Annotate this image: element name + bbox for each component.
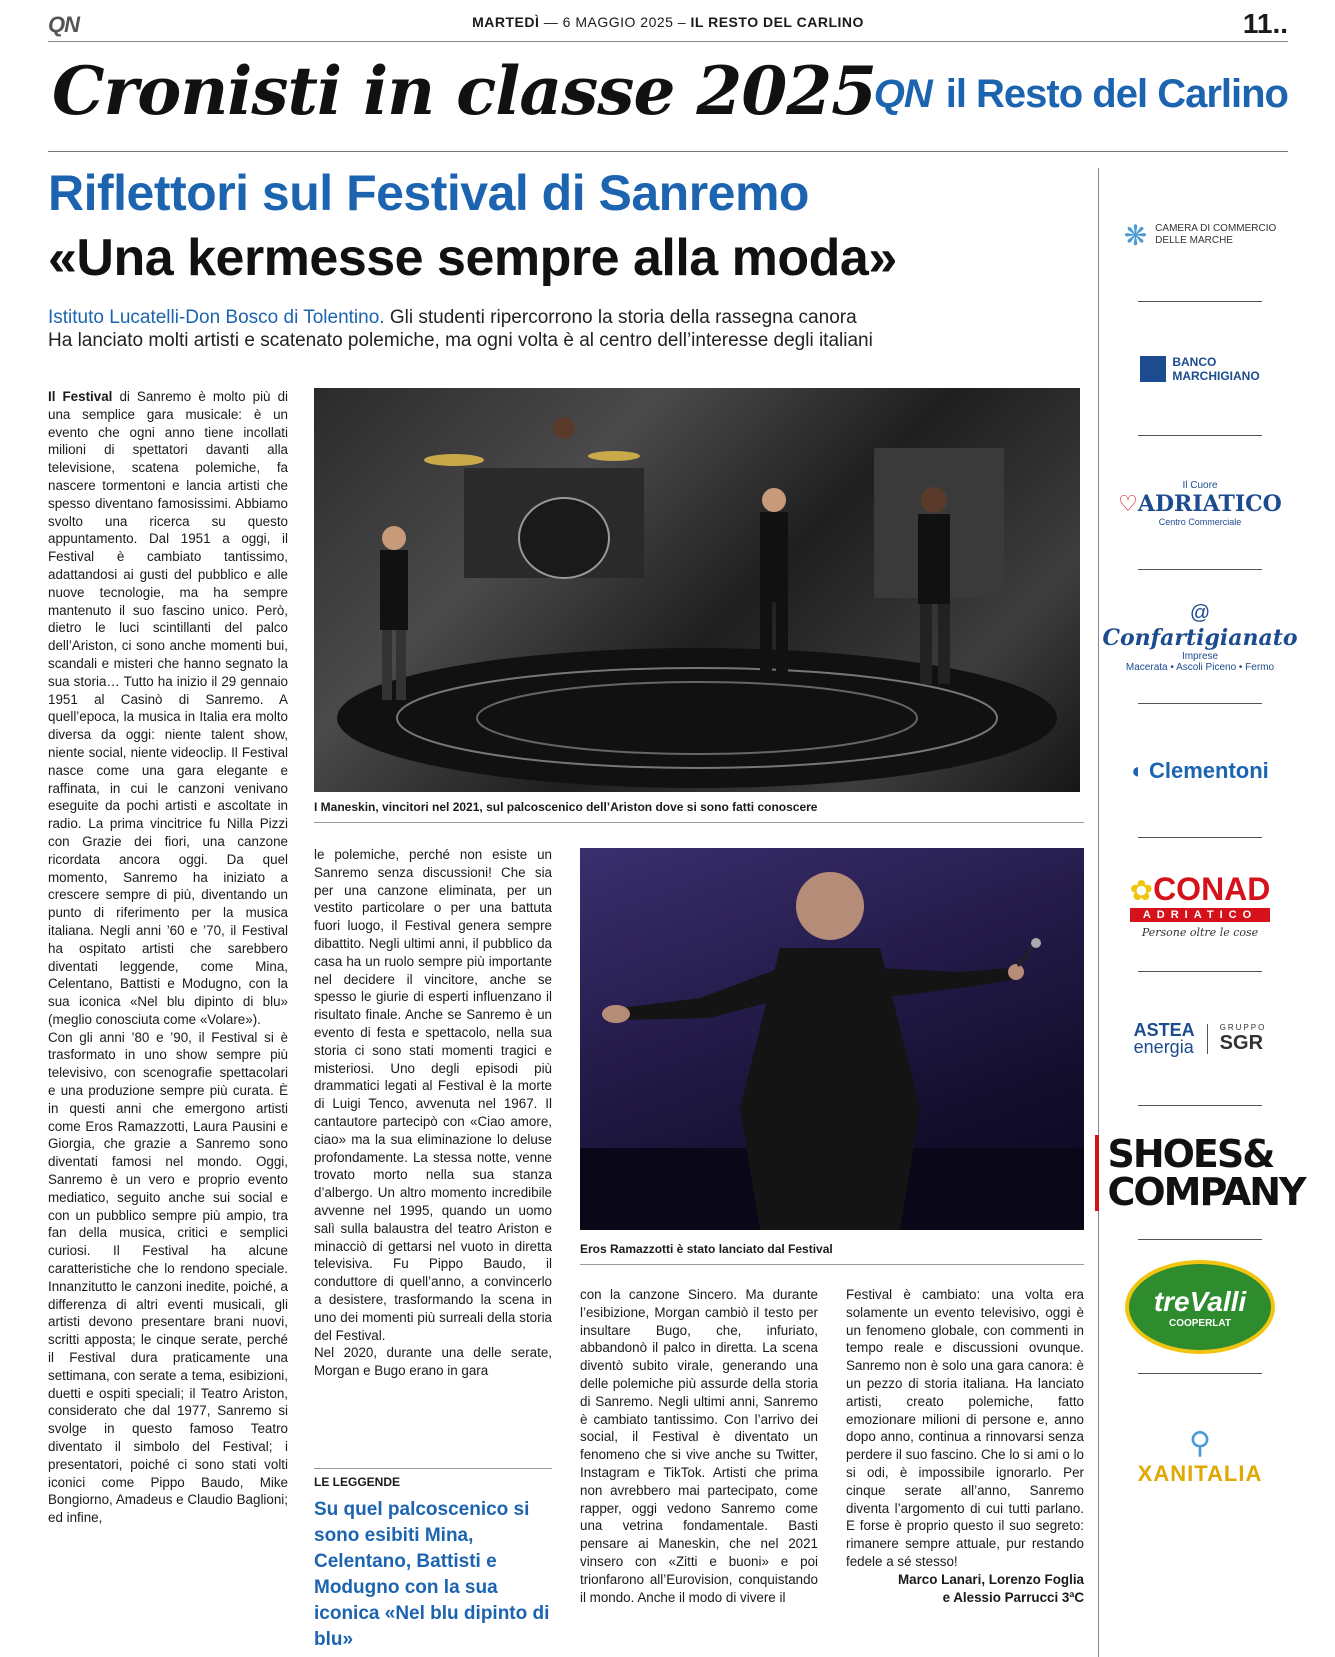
clementoni-icon: ◐ <box>1131 758 1145 783</box>
sponsor-clementoni: ◐ Clementoni <box>1114 704 1286 838</box>
headline-quote: «Una kermesse sempre alla moda» <box>48 229 897 287</box>
sponsor-shoes-company: SHOES& COMPANY <box>1114 1106 1286 1240</box>
col3-text: con la canzone Sincero. Ma durante l’esibizione, Morgan cambiò il testo per insultare Bugo, che, infuriato, abbandonò il palco in diretta. La scena diventò subito virale, generando una delle polemiche più assurde della storia di Sanremo. Negli ultimi anni, Sanremo è cambiato tantissimo. Con l’arrivo dei social, il Festival è diventato un fenomeno che si vive anche su Twitter, Instagram e TikTok. Artisti che prima non avrebbero mai partecipato, come rapper, oggi vedono Sanremo come una vetrina fondamentale. Basti pensare ai Maneskin, che nel 2021 vinsero con «Zitti e buoni» e poi trionfarono all’Eurovision, conquistando il mondo. Anche il modo di vivere il <box>580 1287 818 1605</box>
camera-flower-icon: ❋ <box>1123 219 1148 251</box>
col4-text: Festival è cambiato: una volta era solamente un evento televisivo, oggi è un fenomeno globale, con commenti in tempo reale e discussioni ovunque. Sanremo non è solo una gara canora: è un pezzo di storia italiana. Ha lanciato artisti, creato polemiche, fatto emozionare milioni di persone e, anno dopo anno, continua a rinnovarsi senza perdere il suo fascino. Che lo si ami o lo si odi, è impossibile ignorarlo. Per cinque serate all’anno, Sanremo diventa l’argomento di cui tutti parlano. E forse è proprio questo il suo segreto: rimanere sempre attuale, pur restando fedele a sé stesso! <box>846 1287 1084 1569</box>
daisy-icon: ✿ <box>1129 875 1154 906</box>
dateline: MARTEDÌ — 6 MAGGIO 2025 – IL RESTO DEL CARLINO <box>472 14 864 30</box>
legend-box <box>314 1468 552 1653</box>
masthead <box>48 48 1288 152</box>
banco-square-icon <box>1140 356 1166 382</box>
byline: Marco Lanari, Lorenzo Foglia e Alessio Parrucci 3ªC <box>897 1571 1084 1605</box>
lead-bold: Il Festival <box>48 389 113 404</box>
sponsor-divider <box>1098 168 1099 1657</box>
section-title: Cronisti in classe 2025 <box>52 52 877 130</box>
ramazzotti-photo <box>580 848 1084 1230</box>
article-column-1 <box>48 388 288 1657</box>
sponsor-trevalli: treValli COOPERLAT <box>1114 1240 1286 1374</box>
col2b-text: Nel 2020, durante una delle serate, Morgan e Bugo erano in gara <box>314 1345 552 1379</box>
sponsor-column <box>1102 168 1305 1508</box>
legend-label: LE LEGGENDE <box>314 1475 401 1489</box>
page-number: 11.. <box>1242 8 1288 39</box>
at-icon: @ <box>1189 601 1211 624</box>
sponsor-banco-marchigiano: BANCO MARCHIGIANO <box>1114 302 1286 436</box>
photo-caption-2: Eros Ramazzotti è stato lanciato dal Festival <box>580 1242 1084 1265</box>
photo-caption-1: I Maneskin, vincitori nel 2021, sul palcoscenico dell’Ariston dove si sono fatti conoscere <box>314 800 1084 823</box>
deck <box>48 306 1098 352</box>
carlino-logo: QN il Resto del Carlino <box>873 72 1288 116</box>
col2-text: le polemiche, perché non esiste un Sanremo senza discussioni! Che sia per una canzone eliminata, per un vestito particolare o per una battuta fuori luogo, il Festival genera sempre dibattito. Negli ultimi anni, il pubblico da casa ha un ruolo sempre più importante nel decidere il vincitore, anche se spesso le giurie di esperti influenzano il risultato finale. Anche se Sanremo è un evento di festa e spettacolo, nella sua storia ci sono stati momenti tragici e misteriosi. Uno degli episodi più drammatici legati al Festival è la morte di Luigi Tenco, avvenuta nel 1967. Il cantautore partecipò con «Ciao amore, ciao» ma la sua eliminazione lo deluse profondamente. La stessa notte, venne trovato morto nella sua stanza d’albergo. Un altro momento incredibile avvenne nel 1995, quando un uomo salì sulla balaustra del teatro Ariston e minacciò di gettarsi nel vuoto in diretta televisiva. Fu Pippo Baudo, il conduttore di quell’anno, a convincerlo a desistere, trasformando la scena in uno dei momenti più surreali della storia del Festival. <box>314 847 552 1343</box>
top-bar <box>48 8 1288 42</box>
article-column-4 <box>846 1286 1084 1657</box>
sponsor-astea-sgr: ASTEA energia GRUPPO SGR <box>1114 972 1286 1106</box>
day-label: MARTEDÌ <box>472 14 540 30</box>
maneskin-photo <box>314 388 1080 792</box>
date-label: 6 MAGGIO 2025 <box>562 14 674 30</box>
qn-small-logo: QN <box>48 12 79 37</box>
headline-main: Riflettori sul Festival di Sanremo <box>48 165 809 221</box>
deck-line1: Gli studenti ripercorrono la storia della rassegna canora <box>384 307 857 328</box>
article-column-2 <box>314 846 552 1462</box>
legend-quote: Su quel palcoscenico si sono esibiti Mina, Celentano, Battisti e Modugno con la sua iconica «Nel blu dipinto di blu» <box>314 1499 550 1650</box>
sponsor-xanitalia: ⚲ XANITALIA <box>1137 1426 1263 1486</box>
figure-icon: ⚲ <box>1189 1426 1211 1460</box>
article-column-3 <box>580 1286 818 1657</box>
heart-icon: ♡ <box>1118 490 1138 516</box>
deck-school: Istituto Lucatelli-Don Bosco di Tolentino. <box>48 307 385 328</box>
sponsor-confartigianato: @ Confartigianato Imprese Macerata • Ascoli Piceno • Fermo <box>1114 570 1286 704</box>
col1b-text: Con gli anni ’80 e ’90, il Festival si è trasformato in uno show sempre più televisivo, con scenografie spettacolari e una produzione sempre più curata. È in questi anni che emergono artisti come Eros Ramazzotti, Laura Pausini e Giorgia, che grazie a Sanremo sono diventati famosi nel mondo. Oggi, Sanremo è un vero e proprio evento mediatico, seguito anche sui social e con un pubblico sempre più ampio, tra fan della musica, critici e semplici curiosi. Il Festival ha alcune caratteristiche che lo rendono speciale. Innanzitutto le canzoni inedite, poiché, a differenza di altri eventi musicali, gli artisti devono presentare brani nuovi, scritti apposta; le cinque serate, perché il Festival dura praticamente una settimana, con serate a tema, esibizioni, duetti e ospiti speciali; il Teatro Ariston, considerato che dal 1977, Sanremo si svolge in questo famoso Teatro diventato il simbolo del Festival; i presentatori, poiché ci sono stati volti iconici come Pippo Baudo, Mike Bongiorno, Amadeus e Claudio Baglioni; ed infine, <box>48 1029 288 1526</box>
col1-text: di Sanremo è molto più di una semplice gara musicale: è un evento che ogni anno tiene incollati milioni di spettatori davanti alla televisione, scatena polemiche, fa nascere tormentoni e lancia artisti che spesso diventano famosissimi. Abbiamo svolto una ricerca su questo appuntamento. Dal 1951 a oggi, il Festival è cambiato tantissimo, adattandosi ai gusti del pubblico e alle nuove tecnologie, ma ha sempre mantenuto il suo fascino unico. Però, dietro le luci scintillanti del palco dell’Ariston, ci sono anche momenti bui, scandali e misteri che hanno segnato la sua storia… Tutto ha inizio il 29 gennaio 1951 al Casinò di Sanremo. A quell’epoca, la musica in Italia era molto diversa da oggi: niente talent show, niente social, niente videoclip. Il Festival nasce come una gara elegante e raffinata, in cui le canzoni venivano eseguite da pochi artisti e ascoltate in radio. La prima vincitrice fu Nilla Pizzi con Grazie dei fiori, una canzone ricordata ancora oggi. Da quel momento, Sanremo ha iniziato a crescere sempre di più, diventando un punto di riferimento per la musica italiana. Negli anni ’60 e ’70, il Festival ha ospitato artisti che sarebbero diventati leggende, come Mina, Celentano, Battisti e Modugno, con la sua iconica «Nel blu dipinto di blu» (meglio conosciuta come «Volare»). <box>48 389 288 1027</box>
sponsor-camera-commercio: ❋ CAMERA DI COMMERCIO DELLE MARCHE <box>1114 168 1286 302</box>
deck-line2: Ha lanciato molti artisti e scatenato polemiche, ma ogni volta è al centro dell’interesse degli italiani <box>48 330 873 351</box>
sponsor-cuore-adriatico: Il Cuore ♡ADRIATICO Centro Commerciale <box>1114 436 1286 570</box>
sponsor-conad: ✿CONAD ADRIATICO Persone oltre le cose <box>1114 838 1286 972</box>
paper-label: IL RESTO DEL CARLINO <box>690 14 864 30</box>
